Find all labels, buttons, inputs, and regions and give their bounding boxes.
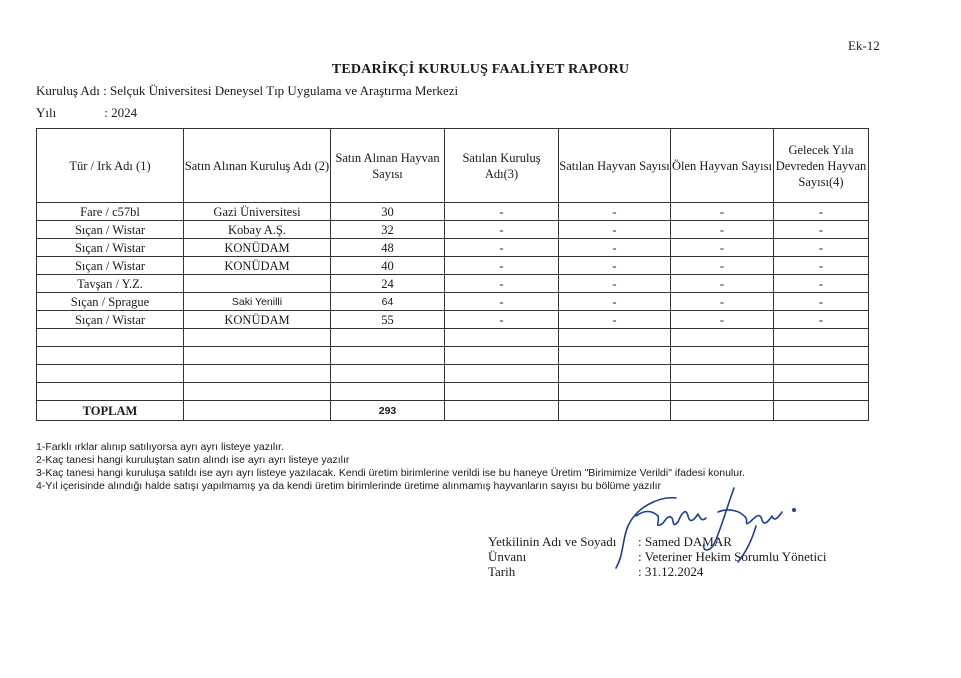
total-value: 293 <box>331 401 445 421</box>
table-row <box>37 257 869 275</box>
empty-row <box>37 365 869 383</box>
cell-species: Sıçan / Wistar <box>37 221 184 239</box>
cell-bought: 30 <box>331 203 445 221</box>
cell-sold: - <box>559 203 671 221</box>
cell-supplier: KONÜDAM <box>184 239 331 257</box>
cell-supplier: Saki Yenilli <box>184 293 331 311</box>
footnote: 1-Farklı ırklar alınıp satılıyorsa ayrı ayrı listeye yazılır. <box>36 441 284 453</box>
cell-supplier: KONÜDAM <box>184 311 331 329</box>
year-label: Yılı <box>36 105 57 120</box>
signatory-title-label: Ünvanı <box>488 549 527 564</box>
cell-bought: 64 <box>331 293 445 311</box>
table-row <box>37 239 869 257</box>
cell-species: Sıçan / Wistar <box>37 257 184 275</box>
report-title: TEDARİKÇİ KURULUŞ FAALİYET RAPORU <box>331 62 630 77</box>
cell-sold-to: - <box>445 221 559 239</box>
cell-supplier: Kobay A.Ş. <box>184 221 331 239</box>
signatory-name-value: : Samed DAMAR <box>638 534 732 549</box>
col-carried: Gelecek Yıla Devreden Hayvan Sayısı(4) <box>774 129 869 203</box>
footnote: 2-Kaç tanesi hangi kuruluştan satın alındı ise ayrı ayrı listeye yazılır <box>36 454 350 466</box>
total-row <box>37 401 869 421</box>
col-died: Ölen Hayvan Sayısı <box>671 129 774 203</box>
cell-died: - <box>671 311 774 329</box>
cell-carried: - <box>774 311 869 329</box>
col-species: Tür / Irk Adı (1) <box>37 129 184 203</box>
table-row <box>37 203 869 221</box>
cell-sold: - <box>559 239 671 257</box>
footnote: 3-Kaç tanesi hangi kuruluşa satıldı ise ayrı ayrı listeye yazılacak. Kendi üretim birimlerine verildi ise bu haneye Üretim "Birimimize Verildi" ifadesi konulur. <box>36 467 745 479</box>
cell-bought: 48 <box>331 239 445 257</box>
activity-table <box>36 128 869 421</box>
total-label: TOPLAM <box>37 401 184 421</box>
organization-name: Kuruluş Adı : Selçuk Üniversitesi Deneysel Tıp Uygulama ve Araştırma Merkezi <box>36 83 459 98</box>
cell-died: - <box>671 293 774 311</box>
empty-row <box>37 329 869 347</box>
table-row <box>37 221 869 239</box>
cell-species: Tavşan / Y.Z. <box>37 275 184 293</box>
col-bought: Satın Alınan Hayvan Sayısı <box>331 129 445 203</box>
signatory-name-label: Yetkilinin Adı ve Soyadı <box>488 534 617 549</box>
cell-bought: 24 <box>331 275 445 293</box>
cell-sold: - <box>559 221 671 239</box>
cell-supplier <box>184 275 331 293</box>
col-sold: Satılan Hayvan Sayısı <box>559 129 671 203</box>
cell-supplier: Gazi Üniversitesi <box>184 203 331 221</box>
cell-sold-to: - <box>445 203 559 221</box>
cell-died: - <box>671 239 774 257</box>
cell-died: - <box>671 257 774 275</box>
cell-carried: - <box>774 221 869 239</box>
empty-row <box>37 383 869 401</box>
cell-sold-to: - <box>445 275 559 293</box>
report-year <box>36 105 137 121</box>
cell-sold-to: - <box>445 311 559 329</box>
table-row <box>37 275 869 293</box>
cell-bought: 55 <box>331 311 445 329</box>
cell-supplier: KONÜDAM <box>184 257 331 275</box>
cell-sold-to: - <box>445 257 559 275</box>
col-supplier: Satın Alınan Kuruluş Adı (2) <box>184 129 331 203</box>
cell-sold: - <box>559 311 671 329</box>
cell-sold: - <box>559 275 671 293</box>
cell-species: Sıçan / Wistar <box>37 239 184 257</box>
table-header-row <box>37 129 869 203</box>
cell-carried: - <box>774 203 869 221</box>
report-date-value: : 31.12.2024 <box>638 564 704 579</box>
cell-sold: - <box>559 257 671 275</box>
cell-sold-to: - <box>445 293 559 311</box>
col-sold-to: Satılan Kuruluş Adı(3) <box>445 129 559 203</box>
cell-died: - <box>671 275 774 293</box>
annex-number: Ek-12 <box>848 38 880 53</box>
handwritten-signature <box>606 482 806 574</box>
cell-died: - <box>671 203 774 221</box>
cell-species: Sıçan / Sprague <box>37 293 184 311</box>
cell-carried: - <box>774 293 869 311</box>
cell-died: - <box>671 221 774 239</box>
table-row <box>37 293 869 311</box>
footnote: 4-Yıl içerisinde alındığı halde satışı yapılmamış ya da kendi üretim birimlerinde üretime alınmamış hayvanların sayısı bu bölüme yazılır <box>36 480 662 492</box>
table-row <box>37 311 869 329</box>
year-value: : 2024 <box>104 105 138 120</box>
cell-sold-to: - <box>445 239 559 257</box>
signatory-title-value: : Veteriner Hekim Sorumlu Yönetici <box>638 549 827 564</box>
empty-row <box>37 347 869 365</box>
cell-sold: - <box>559 293 671 311</box>
cell-bought: 40 <box>331 257 445 275</box>
cell-carried: - <box>774 275 869 293</box>
cell-carried: - <box>774 239 869 257</box>
cell-species: Fare / c57bl <box>37 203 184 221</box>
cell-carried: - <box>774 257 869 275</box>
cell-bought: 32 <box>331 221 445 239</box>
report-date-label: Tarih <box>488 564 516 579</box>
cell-species: Sıçan / Wistar <box>37 311 184 329</box>
